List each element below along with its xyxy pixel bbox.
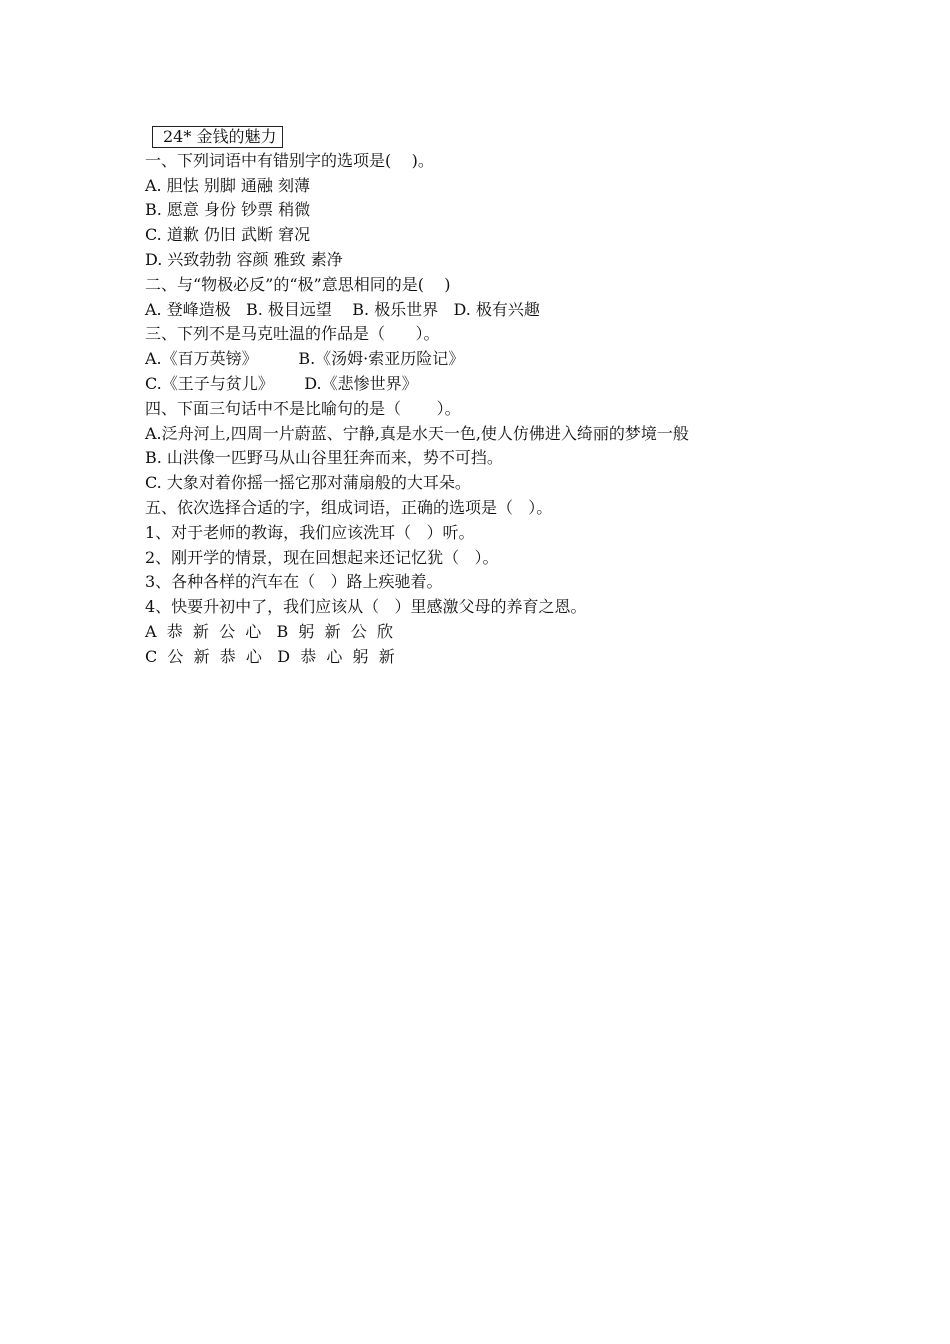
question-1-option-b: B. 愿意 身份 钞票 稍微 [145, 200, 311, 220]
question-5-item-2: 2、刚开学的情景，现在回想起来还记忆犹（ ）。 [145, 547, 499, 567]
question-3-stem: 三、下列不是马克吐温的作品是（ ）。 [145, 324, 440, 344]
question-5-item-4: 4、快要升初中了，我们应该从（ ）里感激父母的养育之恩。 [145, 597, 587, 617]
question-4-stem: 四、下面三句话中不是比喻句的是（ ）。 [145, 398, 461, 418]
question-1-option-a: A. 胆怯 别脚 通融 刻薄 [145, 175, 310, 195]
title-row [145, 124, 845, 149]
question-1-option-c: C. 道歉 仍旧 武断 窘况 [145, 225, 311, 245]
question-4-option-a: A.泛舟河上,四周一片蔚蓝、宁静,真是水天一色,使人仿佛进入绮丽的梦境一般 [145, 423, 689, 443]
question-2-stem: 二、与“物极必反”的“极”意思相同的是( ) [145, 274, 451, 294]
question-5-options-ab: A 恭 新 公 心 B 躬 新 公 欣 [145, 621, 393, 641]
question-1-option-d: D. 兴致勃勃 容颜 雅致 素净 [145, 249, 343, 269]
question-5-stem: 五、依次选择合适的字，组成词语，正确的选项是（ ）。 [145, 497, 553, 517]
question-5-options-cd: C 公 新 恭 心 D 恭 心 躬 新 [145, 646, 395, 666]
question-1-stem: 一、下列词语中有错别字的选项是( )。 [145, 150, 434, 170]
question-4-option-b: B. 山洪像一匹野马从山谷里狂奔而来，势不可挡。 [145, 448, 503, 468]
question-3-options-cd: C.《王子与贫儿》 D.《悲惨世界》 [145, 373, 418, 393]
question-3-options-ab: A.《百万英镑》 B.《汤姆·索亚历险记》 [145, 349, 465, 369]
question-2-options: A. 登峰造极 B. 极目远望 B. 极乐世界 D. 极有兴趣 [145, 299, 540, 319]
question-5-item-1: 1、对于老师的教诲，我们应该洗耳（ ）听。 [145, 522, 475, 542]
exercise-content [145, 124, 845, 670]
question-4-option-c: C. 大象对着你摇一摇它那对蒲扇般的大耳朵。 [145, 473, 471, 493]
question-5-item-3: 3、各种各样的汽车在（ ）路上疾驰着。 [145, 572, 443, 592]
lesson-title: 24* 金钱的魅力 [152, 126, 283, 148]
